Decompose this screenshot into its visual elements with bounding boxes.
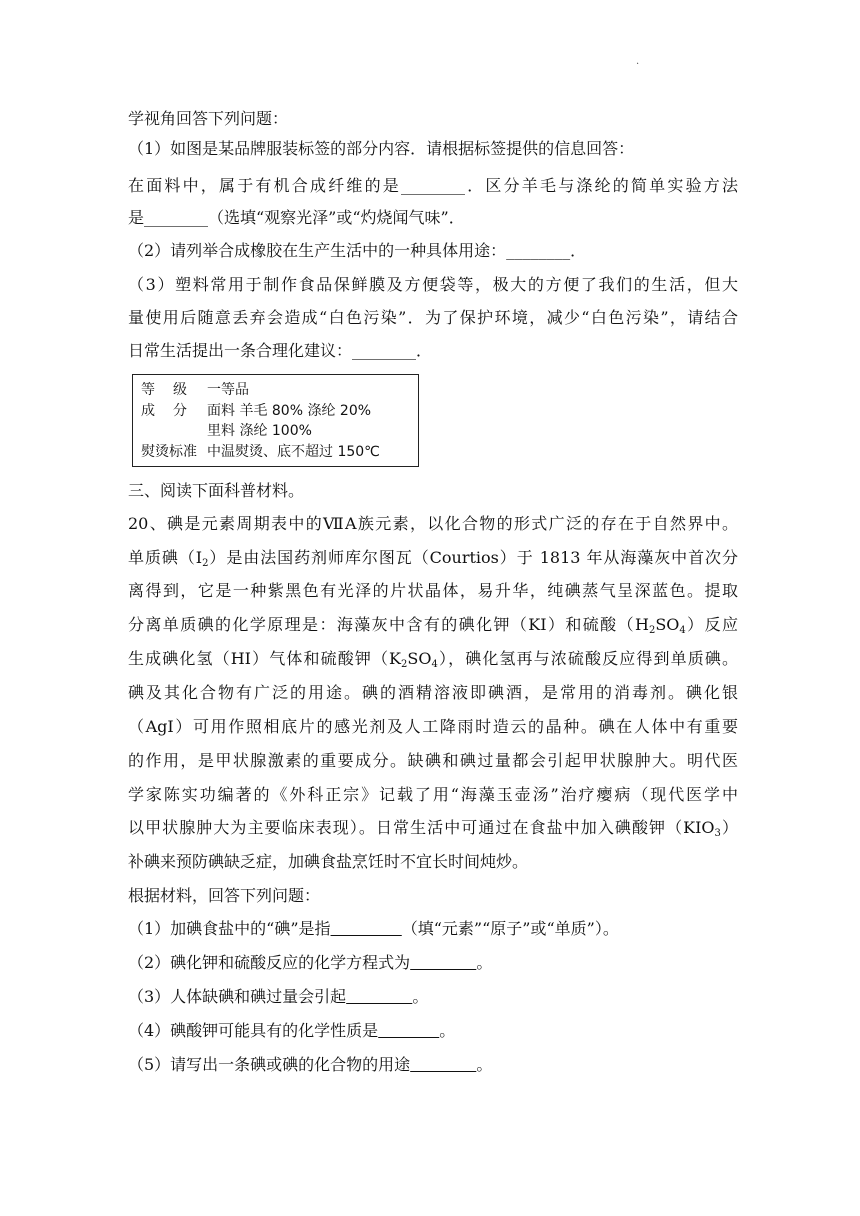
q20-sub5: （5）请写出一条碘或碘的化合物的用途 。 <box>128 1055 493 1074</box>
q20-sub1: （1）加碘食盐中的“碘”是指 （填“元素”“原子”或“单质”）。 <box>128 919 619 938</box>
section3-title: 三、阅读下面科普材料。 <box>128 481 305 500</box>
q20-line8: 的作用，是甲状腺激素的重要成分。缺碘和碘过量都会引起甲状腺肿大。明代医 <box>128 751 738 770</box>
q20-sub4: （4）碘酸钾可能具有的化学性质是 。 <box>128 1021 456 1040</box>
q19-part3-line3: 日常生活提出一条合理化建议：________． <box>128 341 433 360</box>
q20-line3: 离得到，它是一种紫黑色有光泽的片状晶体，易升华，纯碘蒸气呈深蓝色。提取 <box>128 581 738 600</box>
q19-part3-line1: （3）塑料常用于制作食品保鲜膜及方便袋等，极大的方便了我们的生活，但大 <box>128 275 738 294</box>
answer-blank-3[interactable] <box>346 987 412 1006</box>
label-ironing-key: 熨烫标准 <box>141 444 197 460</box>
answer-blank-1[interactable] <box>331 919 402 938</box>
q19-part1-title: （1）如图是某品牌服装标签的部分内容．请根据标签提供的信息回答： <box>128 139 635 158</box>
q19-intro: 学视角回答下列问题： <box>128 109 289 128</box>
label-grade-row <box>141 380 249 400</box>
q20-line9: 学家陈实功编著的《外科正宗》记载了用“海藻玉壶汤”治疗瘿病（现代医学中 <box>128 785 738 804</box>
header-dot: . <box>636 56 640 67</box>
q20-sub3: （3）人体缺碘和碘过量会引起 。 <box>128 987 429 1006</box>
label-grade-key: 等级 <box>141 382 205 398</box>
q20-line2: 单质碘$(I_2)$是由法国药剂师库尔图瓦（Courtios）于 1813 年从海藻灰中首次分 <box>128 548 738 569</box>
answer-blank-2[interactable] <box>410 953 476 972</box>
label-ironing-value: 中温熨烫、底不超过 150℃ <box>207 444 380 460</box>
answer-blank-5[interactable] <box>410 1055 476 1074</box>
label-ironing-row <box>141 442 380 462</box>
q20-line1: 20、碘是元素周期表中的ⅦA族元素，以化合物的形式广泛的存在于自然界中。 <box>128 514 738 533</box>
label-composition-row-2 <box>207 421 312 441</box>
label-grade-value: 一等品 <box>207 382 249 398</box>
q20-line5: 生成碘化氢（HI）气体和硫酸钾$(K_2SO_4)$，碘化氢再与浓硫酸反应得到单质碘。 <box>128 649 738 670</box>
q20-line10: 以甲状腺肿大为主要临床表现）。日常生活中可通过在食盐中加入碘酸钾$(KIO_3)$ <box>128 818 738 839</box>
label-composition-value-2: 里料 涤纶 100% <box>207 423 312 439</box>
q20-line6: 碘及其化合物有广泛的用途。碘的酒精溶液即碘酒，是常用的消毒剂。碘化银 <box>128 683 738 702</box>
answer-blank-4[interactable] <box>378 1021 439 1040</box>
q20-sub2: （2）碘化钾和硫酸反应的化学方程式为 。 <box>128 953 493 972</box>
label-composition-value-1: 面料 羊毛 80% 涤纶 20% <box>207 403 372 419</box>
q20-line11: 补碘来预防碘缺乏症，加碘食盐烹饪时不宜长时间炖炒。 <box>128 852 529 871</box>
q19-part1-line2: 是________（选填“观察光泽”或“灼烧闻气味”． <box>128 208 465 227</box>
q19-part1-line1: 在面料中，属于有机合成纤维的是________．区分羊毛与涤纶的简单实验方法 <box>128 176 738 195</box>
q20-line4: 分离单质碘的化学原理是：海藻灰中含有的碘化钾（KI）和硫酸$(H_2SO_4)$反应 <box>128 615 738 636</box>
q19-part3-line2: 量使用后随意丢弃会造成“白色污染”．为了保护环境，减少“白色污染”，请结合 <box>128 308 738 327</box>
q19-part2: （2）请列举合成橡胶在生产生活中的一种具体用途：________． <box>128 241 587 260</box>
q20-prompt: 根据材料，回答下列问题： <box>128 886 321 905</box>
label-composition-key: 成分 <box>141 403 205 419</box>
clothing-label-image <box>132 374 419 467</box>
label-composition-row <box>141 401 371 421</box>
q20-line7: （AgI）可用作照相底片的感光剂及人工降雨时造云的晶种。碘在人体中有重要 <box>128 717 738 736</box>
